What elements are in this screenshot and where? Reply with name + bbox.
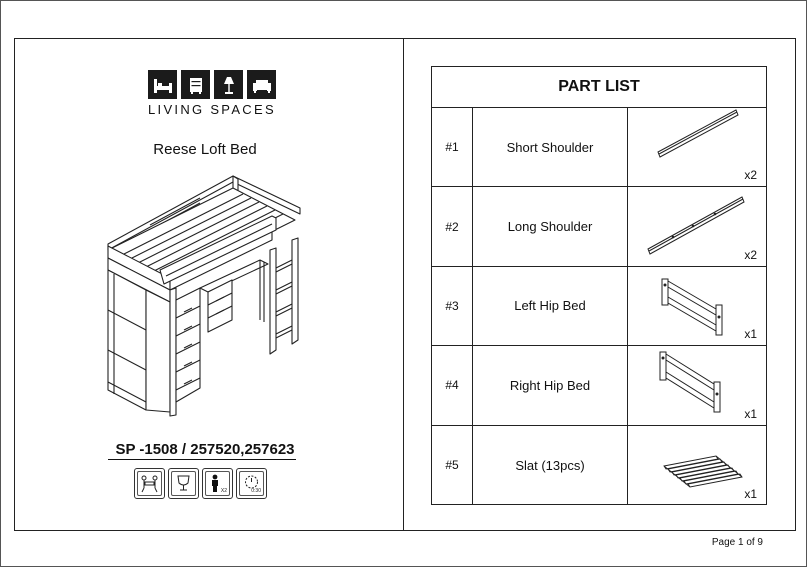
part-name: Left Hip Bed [473,267,628,345]
part-row [432,187,766,266]
sofa-icon [247,70,276,99]
nightstand-icon [181,70,210,99]
fragile-glass-icon [168,468,199,499]
part-image [628,426,766,505]
part-quantity: x1 [744,486,757,501]
part-list-table [431,66,767,505]
persons-count-icon [202,468,233,499]
part-quantity: x2 [744,168,757,183]
part-number: #4 [432,346,473,424]
part-row [432,108,766,187]
part-quantity: x2 [744,247,757,262]
part-row [432,267,766,346]
part-row [432,346,766,425]
loft-bed-illustration [100,170,310,420]
lamp-icon [214,70,243,99]
part-name: Slat (13pcs) [473,426,628,505]
part-list-title: PART LIST [432,67,766,108]
part-image [628,187,766,265]
persons-count-label: X2 [220,488,227,494]
part-quantity: x1 [744,327,757,342]
part-name: Right Hip Bed [473,346,628,424]
part-image [628,108,766,186]
part-name: Long Shoulder [473,187,628,265]
part-number: #5 [432,426,473,505]
assembly-symbols [134,468,267,499]
part-name: Short Shoulder [473,108,628,186]
part-number: #1 [432,108,473,186]
sku-underline [108,459,296,460]
part-number: #2 [432,187,473,265]
brand-logo [148,70,276,117]
center-divider [403,38,404,531]
part-row [432,426,766,505]
part-image [628,267,766,345]
part-image [628,346,766,424]
two-person-assembly-icon [134,468,165,499]
product-title: Reese Loft Bed [153,141,257,158]
assembly-time-label: 0:30 [251,488,261,494]
part-quantity: x1 [744,406,757,421]
product-sku: SP -1508 / 257520,257623 [115,441,295,458]
brand-name: LIVING SPACES [148,102,276,117]
page-number: Page 1 of 9 [711,537,763,548]
part-number: #3 [432,267,473,345]
assembly-time-icon [236,468,267,499]
bed-icon [148,70,177,99]
